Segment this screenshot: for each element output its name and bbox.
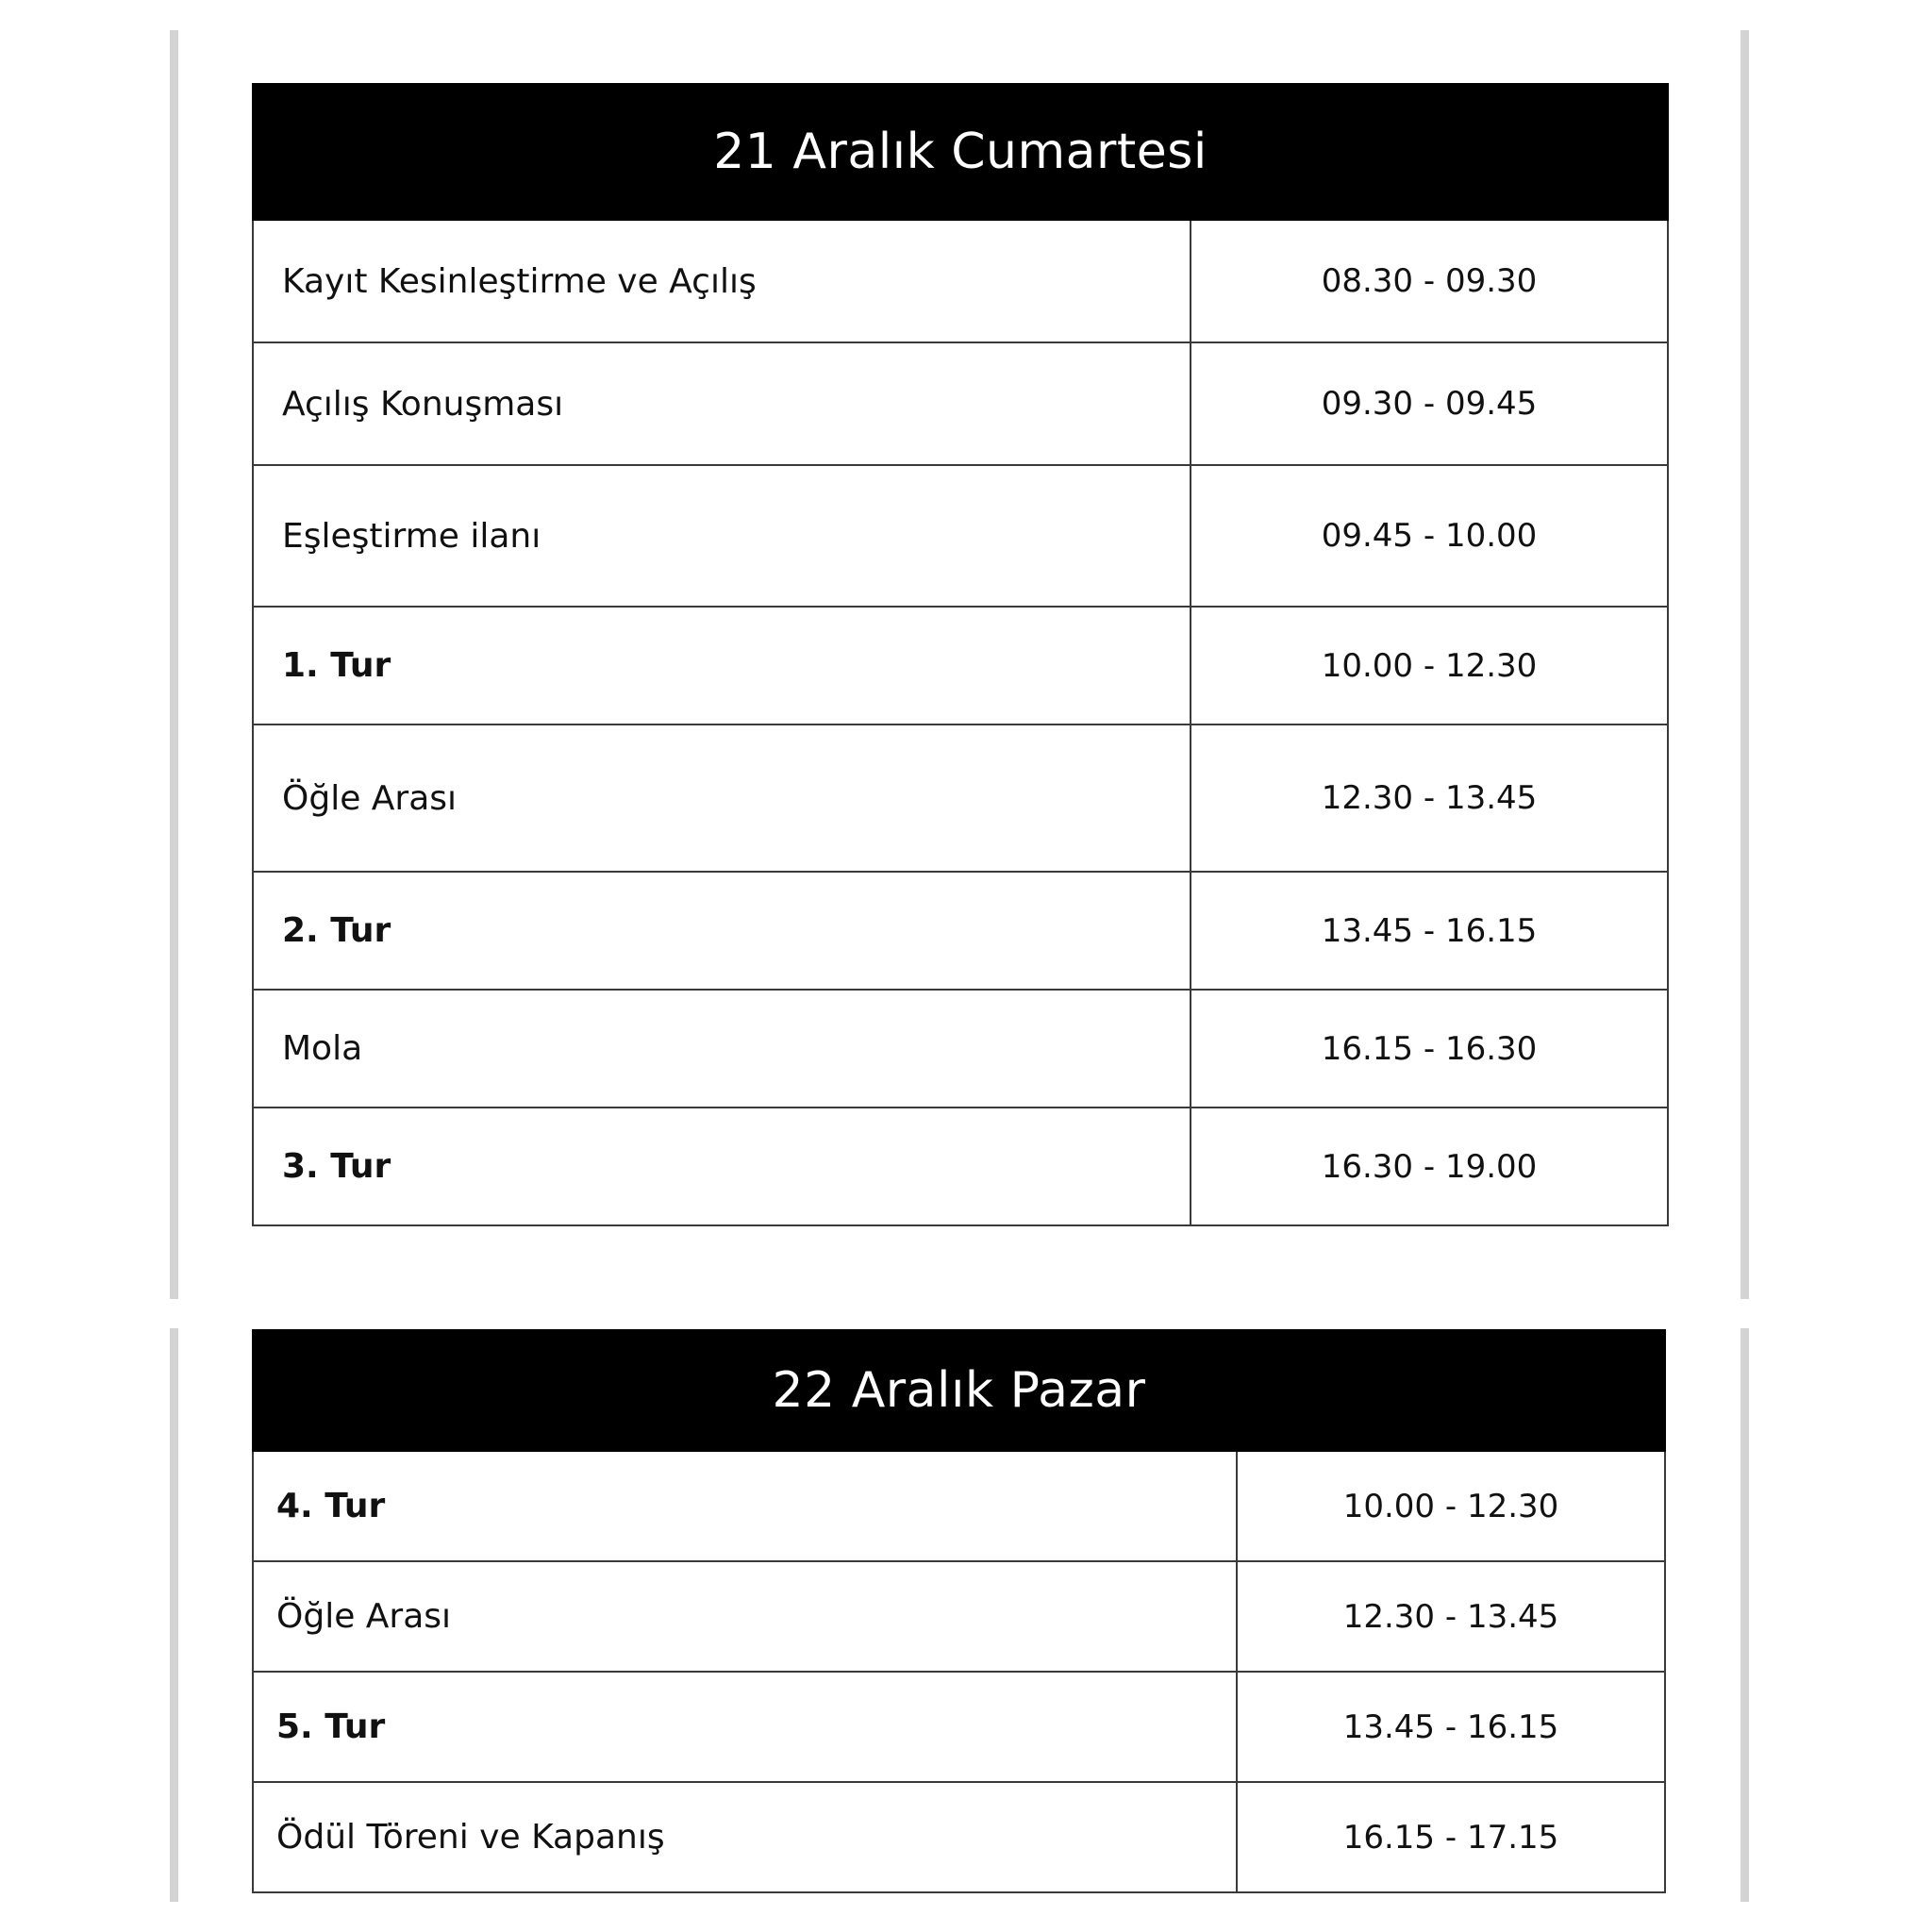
event-time: 16.30 - 19.00 bbox=[1191, 1108, 1668, 1225]
event-time: 16.15 - 17.15 bbox=[1237, 1782, 1665, 1892]
event-name: Eşleştirme ilanı bbox=[253, 465, 1191, 607]
event-time: 09.45 - 10.00 bbox=[1191, 465, 1668, 607]
table-row bbox=[253, 990, 1668, 1108]
event-name: 5. Tur bbox=[253, 1672, 1237, 1782]
table-row bbox=[253, 220, 1668, 342]
event-time: 12.30 - 13.45 bbox=[1237, 1561, 1665, 1672]
event-time: 08.30 - 09.30 bbox=[1191, 220, 1668, 342]
table-row bbox=[253, 607, 1668, 724]
table-row bbox=[253, 1782, 1665, 1892]
table-row bbox=[253, 872, 1668, 990]
table-row bbox=[253, 1561, 1665, 1672]
event-name: 1. Tur bbox=[253, 607, 1191, 724]
event-name: 3. Tur bbox=[253, 1108, 1191, 1225]
schedule-table-day-1 bbox=[252, 83, 1669, 1226]
table-row bbox=[253, 1108, 1668, 1225]
event-time: 09.30 - 09.45 bbox=[1191, 342, 1668, 465]
event-time: 12.30 - 13.45 bbox=[1191, 724, 1668, 872]
event-name: Açılış Konuşması bbox=[253, 342, 1191, 465]
event-name: Öğle Arası bbox=[253, 1561, 1237, 1672]
table-row bbox=[253, 465, 1668, 607]
table-row bbox=[253, 1672, 1665, 1782]
event-name: Öğle Arası bbox=[253, 724, 1191, 872]
event-name: Ödül Töreni ve Kapanış bbox=[253, 1782, 1237, 1892]
day-1-title: 21 Aralık Cumartesi bbox=[253, 84, 1668, 220]
event-time: 16.15 - 16.30 bbox=[1191, 990, 1668, 1108]
event-time: 13.45 - 16.15 bbox=[1191, 872, 1668, 990]
table-row bbox=[253, 342, 1668, 465]
event-time: 13.45 - 16.15 bbox=[1237, 1672, 1665, 1782]
event-time: 10.00 - 12.30 bbox=[1237, 1451, 1665, 1561]
schedule-table-day-2 bbox=[252, 1329, 1666, 1893]
event-name: Mola bbox=[253, 990, 1191, 1108]
event-name: Kayıt Kesinleştirme ve Açılış bbox=[253, 220, 1191, 342]
event-time: 10.00 - 12.30 bbox=[1191, 607, 1668, 724]
table-row bbox=[253, 724, 1668, 872]
day-2-title: 22 Aralık Pazar bbox=[253, 1330, 1665, 1451]
event-name: 2. Tur bbox=[253, 872, 1191, 990]
table-row bbox=[253, 1451, 1665, 1561]
event-name: 4. Tur bbox=[253, 1451, 1237, 1561]
